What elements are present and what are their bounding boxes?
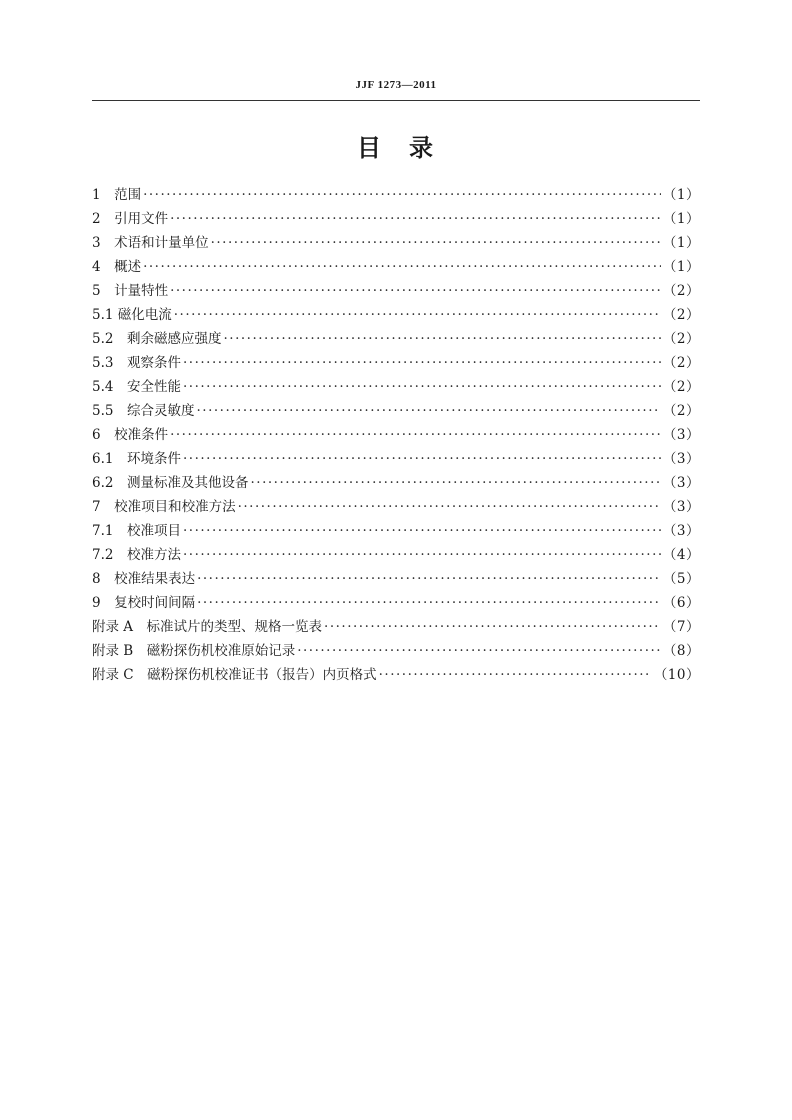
toc-entry[interactable] xyxy=(92,543,700,567)
toc-dot-leader xyxy=(170,423,661,447)
toc-entry[interactable] xyxy=(92,567,700,591)
toc-entry-label: 附录 B 磁粉探伤机校准原始记录 xyxy=(92,643,296,659)
toc-entry[interactable] xyxy=(92,663,700,687)
toc-entry-label: 5.4 安全性能 xyxy=(92,379,181,395)
toc-dot-leader xyxy=(196,399,660,423)
toc-entry-label: 5 计量特性 xyxy=(92,283,169,299)
toc-entry-label: 3 术语和计量单位 xyxy=(92,235,209,251)
toc-entry[interactable] xyxy=(92,231,700,255)
toc-entry[interactable] xyxy=(92,639,700,663)
toc-dot-leader xyxy=(379,663,652,687)
toc-dot-leader xyxy=(197,567,661,591)
document-code: JJF 1273—2011 xyxy=(355,79,437,91)
toc-entry[interactable] xyxy=(92,471,700,495)
toc-entry-page: （7） xyxy=(662,619,700,635)
toc-entry[interactable] xyxy=(92,279,700,303)
toc-dot-leader xyxy=(183,519,661,543)
toc-entry[interactable] xyxy=(92,447,700,471)
toc-entry-page: （3） xyxy=(662,427,700,443)
toc-entry-page: （4） xyxy=(662,547,700,563)
toc-dot-leader xyxy=(174,303,661,327)
toc-entry[interactable] xyxy=(92,615,700,639)
toc-entry[interactable] xyxy=(92,303,700,327)
toc-entry-label: 1 范围 xyxy=(92,187,142,203)
toc-dot-leader xyxy=(250,471,660,495)
toc-entry-page: （2） xyxy=(662,355,700,371)
toc-entry-page: （8） xyxy=(662,643,700,659)
toc-entry-page: （10） xyxy=(653,667,700,683)
toc-entry-label: 5.1 磁化电流 xyxy=(92,307,172,323)
toc-entry-label: 附录 C 磁粉探伤机校准证书（报告）内页格式 xyxy=(92,667,377,683)
toc-entry[interactable] xyxy=(92,351,700,375)
toc-entry-page: （1） xyxy=(662,259,700,275)
toc-dot-leader xyxy=(143,255,661,279)
toc-dot-leader xyxy=(297,639,661,663)
toc-entry-page: （1） xyxy=(662,211,700,227)
toc-entry-label: 6.1 环境条件 xyxy=(92,451,181,467)
toc-entry[interactable] xyxy=(92,495,700,519)
toc-entry-label: 7.1 校准项目 xyxy=(92,523,181,539)
page-title: 目 录 xyxy=(357,134,435,162)
toc-entry[interactable] xyxy=(92,183,700,207)
toc-entry-page: （2） xyxy=(662,403,700,419)
toc-entry[interactable] xyxy=(92,399,700,423)
toc-entry[interactable] xyxy=(92,423,700,447)
toc-entry-page: （2） xyxy=(662,331,700,347)
toc-entry-page: （6） xyxy=(662,595,700,611)
page-header xyxy=(92,76,700,101)
toc-entry[interactable] xyxy=(92,591,700,615)
toc-entry-label: 2 引用文件 xyxy=(92,211,169,227)
toc-entry-page: （3） xyxy=(662,475,700,491)
toc-entry-label: 5.2 剩余磁感应强度 xyxy=(92,331,222,347)
toc-entry-label: 6.2 测量标准及其他设备 xyxy=(92,475,249,491)
toc-entry[interactable] xyxy=(92,375,700,399)
toc-entry[interactable] xyxy=(92,255,700,279)
toc-dot-leader xyxy=(183,543,661,567)
toc-entry-label: 4 概述 xyxy=(92,259,142,275)
toc-entry-label: 7 校准项目和校准方法 xyxy=(92,499,236,515)
toc-entry-page: （2） xyxy=(662,283,700,299)
toc-entry[interactable] xyxy=(92,207,700,231)
toc-entry-label: 9 复校时间间隔 xyxy=(92,595,196,611)
toc-entry-page: （3） xyxy=(662,451,700,467)
toc-entry-label: 附录 A 标准试片的类型、规格一览表 xyxy=(92,619,323,635)
table-of-contents xyxy=(92,183,700,687)
toc-dot-leader xyxy=(324,615,661,639)
toc-dot-leader xyxy=(170,279,661,303)
toc-entry-label: 8 校准结果表达 xyxy=(92,571,196,587)
toc-entry[interactable] xyxy=(92,327,700,351)
toc-dot-leader xyxy=(183,447,661,471)
toc-dot-leader xyxy=(183,375,661,399)
toc-entry-page: （1） xyxy=(662,235,700,251)
toc-dot-leader xyxy=(197,591,661,615)
toc-entry-label: 5.5 综合灵敏度 xyxy=(92,403,195,419)
toc-entry-page: （5） xyxy=(662,571,700,587)
toc-entry-page: （1） xyxy=(662,187,700,203)
toc-entry-page: （3） xyxy=(662,523,700,539)
toc-entry-label: 5.3 观察条件 xyxy=(92,355,181,371)
toc-entry[interactable] xyxy=(92,519,700,543)
toc-entry-page: （2） xyxy=(662,379,700,395)
toc-dot-leader xyxy=(238,495,661,519)
toc-dot-leader xyxy=(223,327,660,351)
toc-entry-label: 7.2 校准方法 xyxy=(92,547,181,563)
toc-dot-leader xyxy=(211,231,661,255)
toc-dot-leader xyxy=(170,207,661,231)
toc-entry-label: 6 校准条件 xyxy=(92,427,169,443)
toc-entry-page: （3） xyxy=(662,499,700,515)
toc-dot-leader xyxy=(183,351,661,375)
toc-entry-page: （2） xyxy=(662,307,700,323)
toc-dot-leader xyxy=(143,183,661,207)
